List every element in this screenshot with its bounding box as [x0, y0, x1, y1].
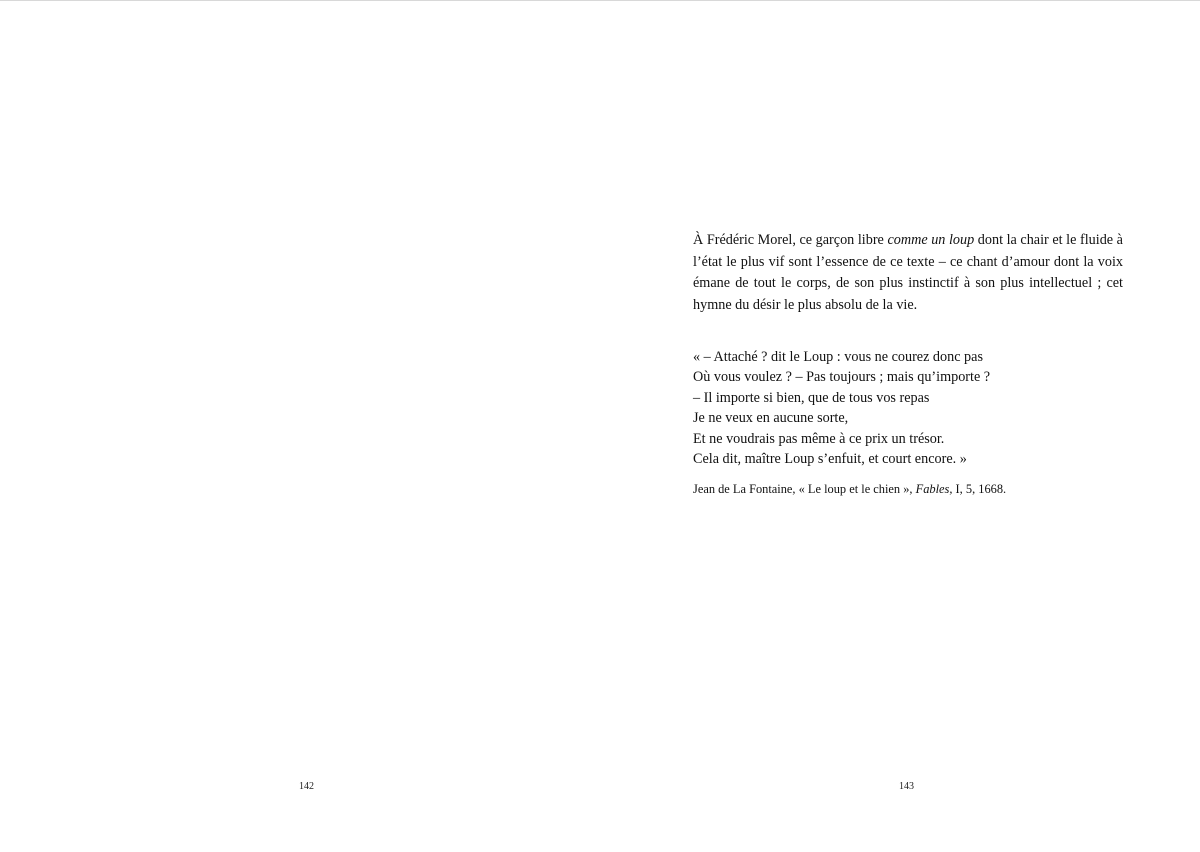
verse-line: Et ne voudrais pas même à ce prix un trésor.	[693, 430, 945, 447]
verse-line: Je ne veux en aucune sorte,	[693, 410, 849, 427]
left-page	[0, 1, 600, 852]
source-text-end: I, 5, 1668.	[952, 482, 1007, 496]
verse-line: « – Attaché ? dit le Loup : vous ne courez donc pas	[693, 349, 983, 365]
dedication-paragraph	[693, 230, 1123, 316]
verse-line: – Il importe si bien, que de tous vos repas	[693, 389, 930, 406]
dedication-text-start: À Frédéric Morel, ce garçon libre	[693, 232, 888, 248]
dedication-italic-phrase: comme un loup	[887, 232, 975, 248]
dedication-text-end: dont la chair et le fluide à l’état le plus vif sont l’essence de ce texte – ce chant d’amour dont la voix émane de tout le corps, de son plus instinctif à son plus intellectuel ; cet hymne du désir le plus absolu de la vie.	[693, 232, 1123, 313]
source-italic-title: Fables,	[915, 482, 953, 496]
verse-line: Cela dit, maître Loup s’enfuit, et court encore. »	[693, 451, 967, 468]
epigraph-verse	[693, 347, 1123, 469]
page-number: 142	[299, 781, 314, 792]
page-number: 143	[899, 781, 914, 792]
right-page	[600, 1, 1200, 852]
verse-line: Où vous voulez ? – Pas toujours ; mais qu’importe ?	[693, 369, 991, 386]
source-text-start: Jean de La Fontaine, « Le loup et le chien »,	[693, 482, 916, 496]
epigraph-source	[693, 480, 1123, 498]
